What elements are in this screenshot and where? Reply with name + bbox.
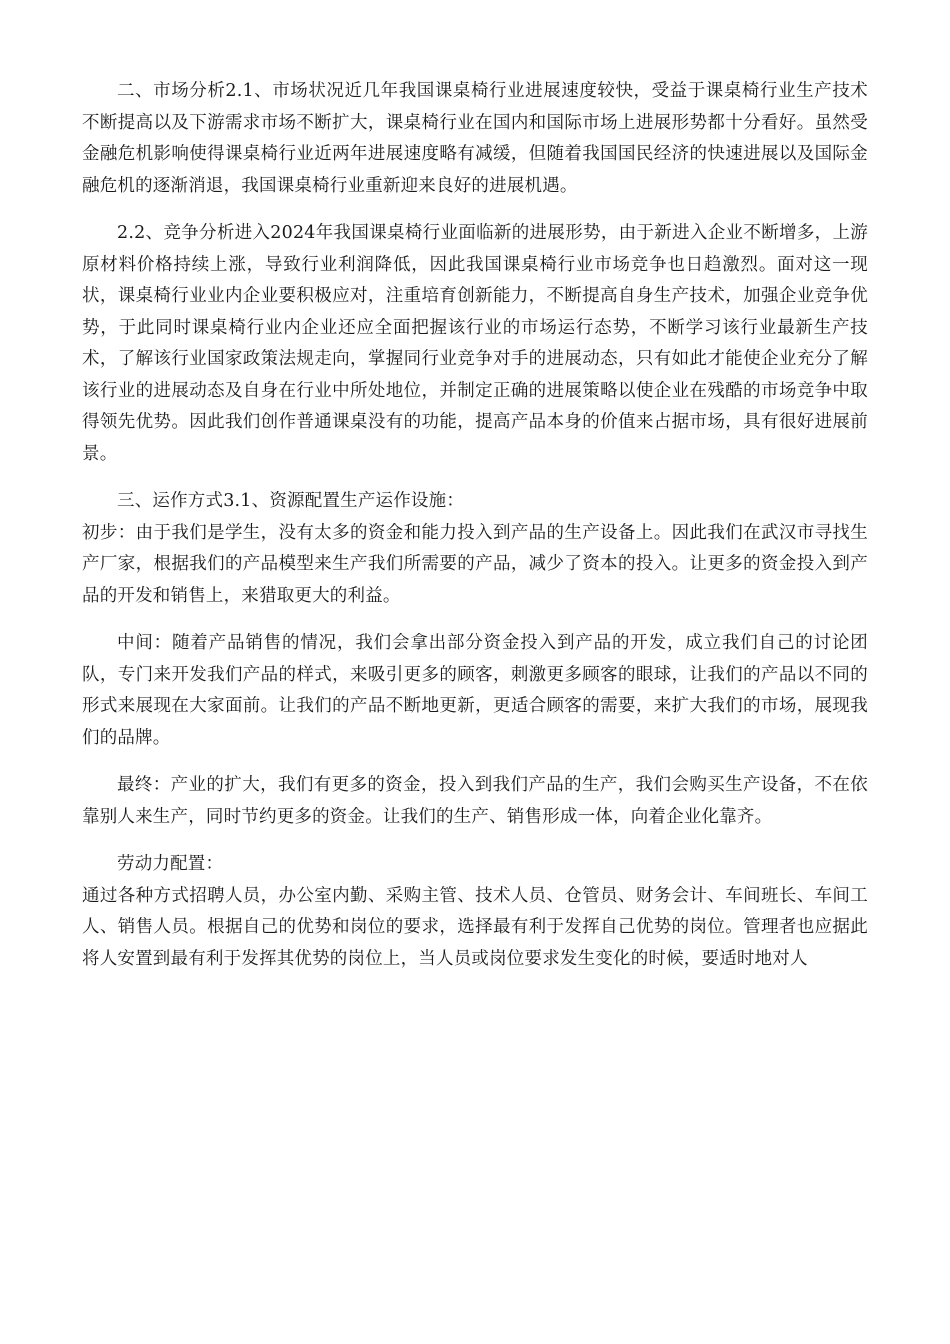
document-body <box>82 76 868 991</box>
paragraph-competition-analysis: 2.2、竞争分析进入2024年我国课桌椅行业面临新的进展形势，由于新进入企业不断增多，上游原材料价格持续上涨，导致行业利润降低，因此我国课桌椅行业市场竞争也日趋激烈。面对这一现状，课桌椅行业业内企业要积极应对，注重培育创新能力，不断提高自身生产技术，加强企业竞争优势，于此同时课桌椅行业内企业还应全面把握该行业的市场运行态势，不断学习该行业最新生产技术，了解该行业国家政策法规走向，掌握同行业竞争对手的进展动态，只有如此才能使企业充分了解该行业的进展动态及自身在行业中所处地位，并制定正确的进展策略以使企业在残酷的市场竞争中取得领先优势。因此我们创作普通课桌没有的功能，提高产品本身的价值来占据市场，具有很好进展前景。 <box>82 223 868 464</box>
paragraph-market-analysis: 二、市场分析2.1、市场状况近几年我国课桌椅行业进展速度较快，受益于课桌椅行业生产技术不断提高以及下游需求市场不断扩大，课桌椅行业在国内和国际市场上进展形势都十分看好。虽然受金融危机影响使得课桌椅行业近两年进展速度略有减缓，但随着我国国民经济的快速进展以及国际金融危机的逐渐消退，我国课桌椅行业重新迎来良好的进展机遇。 <box>82 81 868 196</box>
paragraph-middle-stage: 中间：随着产品销售的情况，我们会拿出部分资金投入到产品的开发，成立我们自己的讨论团队，专门来开发我们产品的样式，来吸引更多的顾客，刺激更多顾客的眼球，让我们的产品以不同的形式来展现在大家面前。让我们的产品不断地更新，更适合顾客的需要，来扩大我们的市场，展现我们的品牌。 <box>82 633 868 748</box>
paragraph-labor-heading: 劳动力配置： <box>117 854 224 874</box>
paragraph-labor-allocation: 通过各种方式招聘人员，办公室内勤、采购主管、技术人员、仓管员、财务会计、车间班长、车间工人、销售人员。根据自己的优势和岗位的要求，选择最有利于发挥自己优势的岗位。管理者也应据此将人安置到最有利于发挥其优势的岗位上，当人员或岗位要求发生变化的时候，要适时地对人 <box>82 885 868 969</box>
paragraph-final-stage: 最终：产业的扩大，我们有更多的资金，投入到我们产品的生产，我们会购买生产设备，不在依靠别人来生产，同时节约更多的资金。让我们的生产、销售形成一体，向着企业化靠齐。 <box>82 775 868 827</box>
paragraph-initial-stage: 初步：由于我们是学生，没有太多的资金和能力投入到产品的生产设备上。因此我们在武汉市寻找生产厂家，根据我们的产品模型来生产我们所需要的产品，减少了资本的投入。让更多的资金投入到产品的开发和销售上，来猎取更大的利益。 <box>82 522 868 606</box>
paragraph-operation-heading: 三、运作方式3.1、资源配置生产运作设施： <box>117 491 465 511</box>
